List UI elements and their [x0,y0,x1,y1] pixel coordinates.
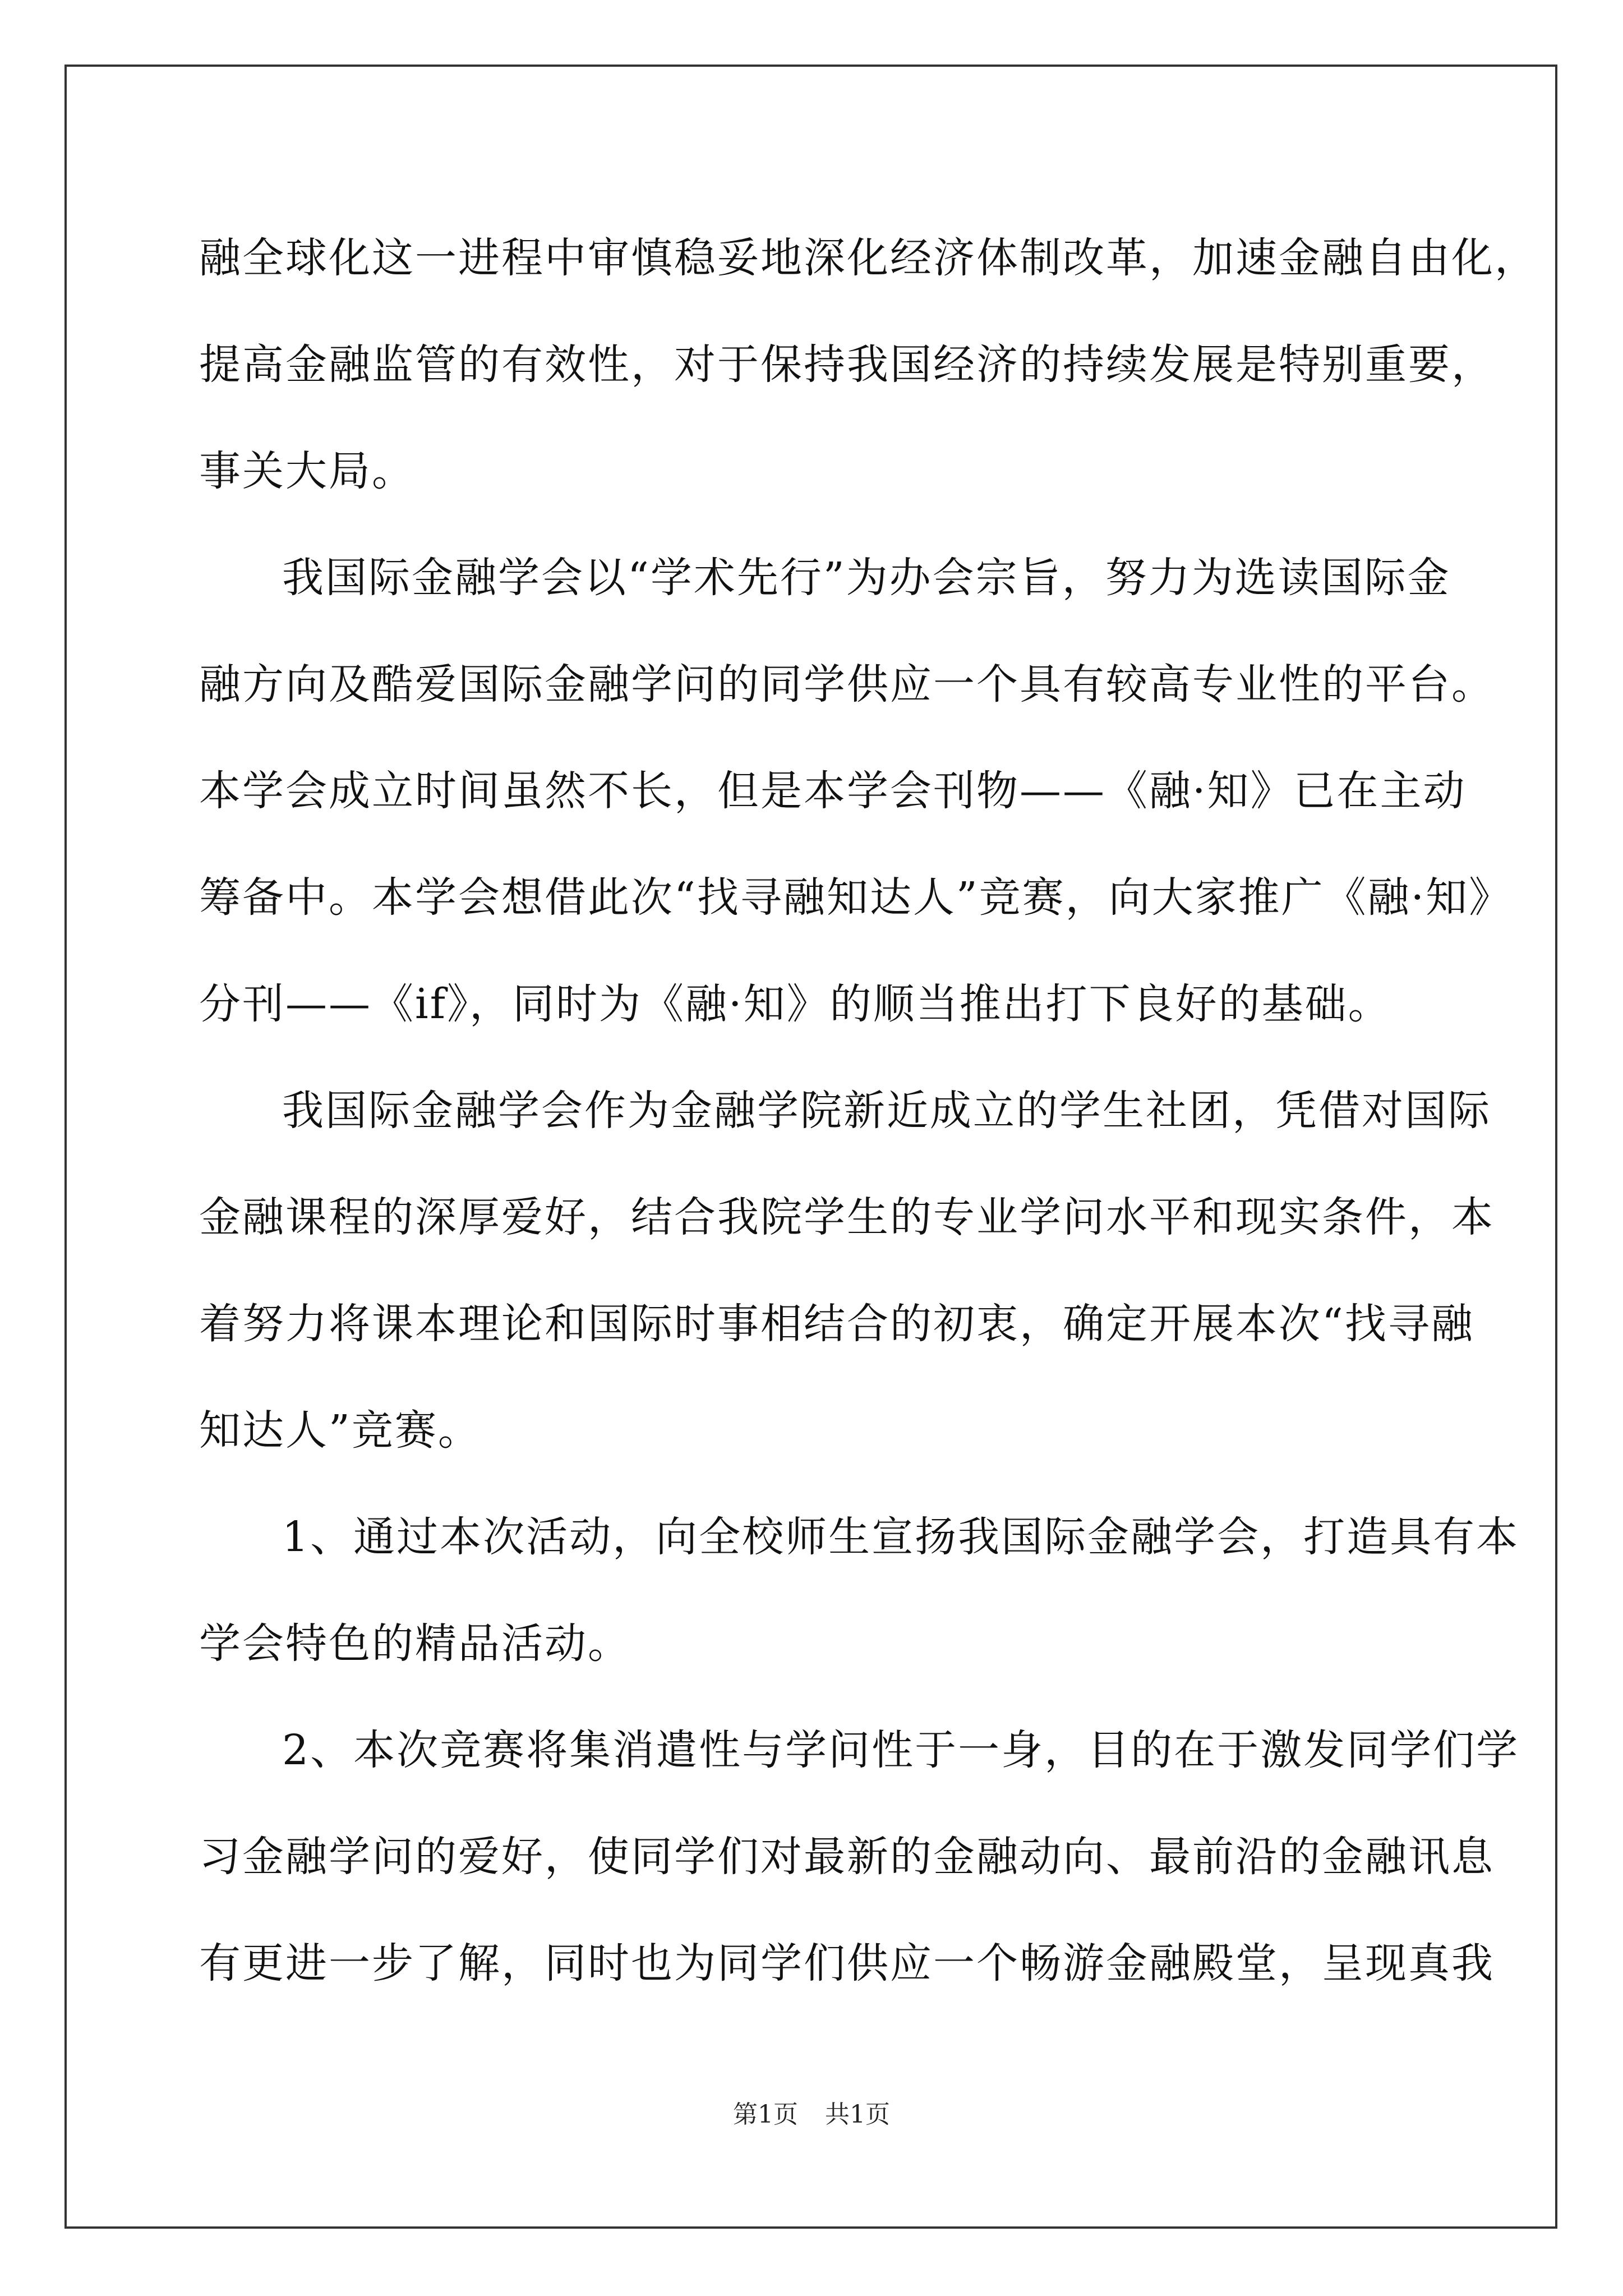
text-line-17: 有更进一步了解，同时也为同学们供应一个畅游金融殿堂，呈现真我 [199,1939,1495,1987]
text-line-3: 事关大局。 [199,447,415,495]
text-line-12: 知达人”竞赛。 [199,1406,481,1455]
text-line-5: 融方向及酷爱国际金融学问的同学供应一个具有较高专业性的平台。 [199,660,1495,708]
text-line-15: 2、本次竞赛将集消遣性与学问性于一身，目的在于激发同学们学 [282,1726,1520,1774]
page-total: 共1页 [825,2100,890,2129]
text-line-10: 金融课程的深厚爱好，结合我院学生的专业学问水平和现实条件，本 [199,1193,1495,1241]
text-line-7: 筹备中。本学会想借此次“找寻融知达人”竞赛，向大家推广《融·知》 [199,873,1513,922]
page-number: 第1页 [733,2100,798,2129]
text-line-9: 我国际金融学会作为金融学院新近成立的学生社团，凭借对国际 [282,1087,1491,1135]
text-line-13: 1、通过本次活动，向全校师生宣扬我国际金融学会，打造具有本 [282,1513,1520,1561]
text-line-8: 分刊——《if》，同时为《融·知》的顺当推出打下良好的基础。 [199,980,1391,1028]
text-line-2: 提高金融监管的有效性，对于保持我国经济的持续发展是特别重要， [199,341,1495,389]
text-line-6: 本学会成立时间虽然不长，但是本学会刊物——《融·知》已在主动 [199,767,1467,815]
text-line-14: 学会特色的精品活动。 [199,1619,631,1668]
text-line-11: 着努力将课本理论和国际时事相结合的初衷，确定开展本次“找寻融 [199,1300,1474,1348]
text-line-1: 融全球化这一进程中审慎稳妥地深化经济体制改革，加速金融自由化， [199,234,1538,282]
text-line-16: 习金融学问的爱好，使同学们对最新的金融动向、最前沿的金融讯息 [199,1833,1495,1881]
text-line-4: 我国际金融学会以“学术先行”为办会宗旨，努力为选读国际金 [282,554,1451,602]
page-footer [0,2098,1623,2132]
document-body [199,205,1538,2017]
